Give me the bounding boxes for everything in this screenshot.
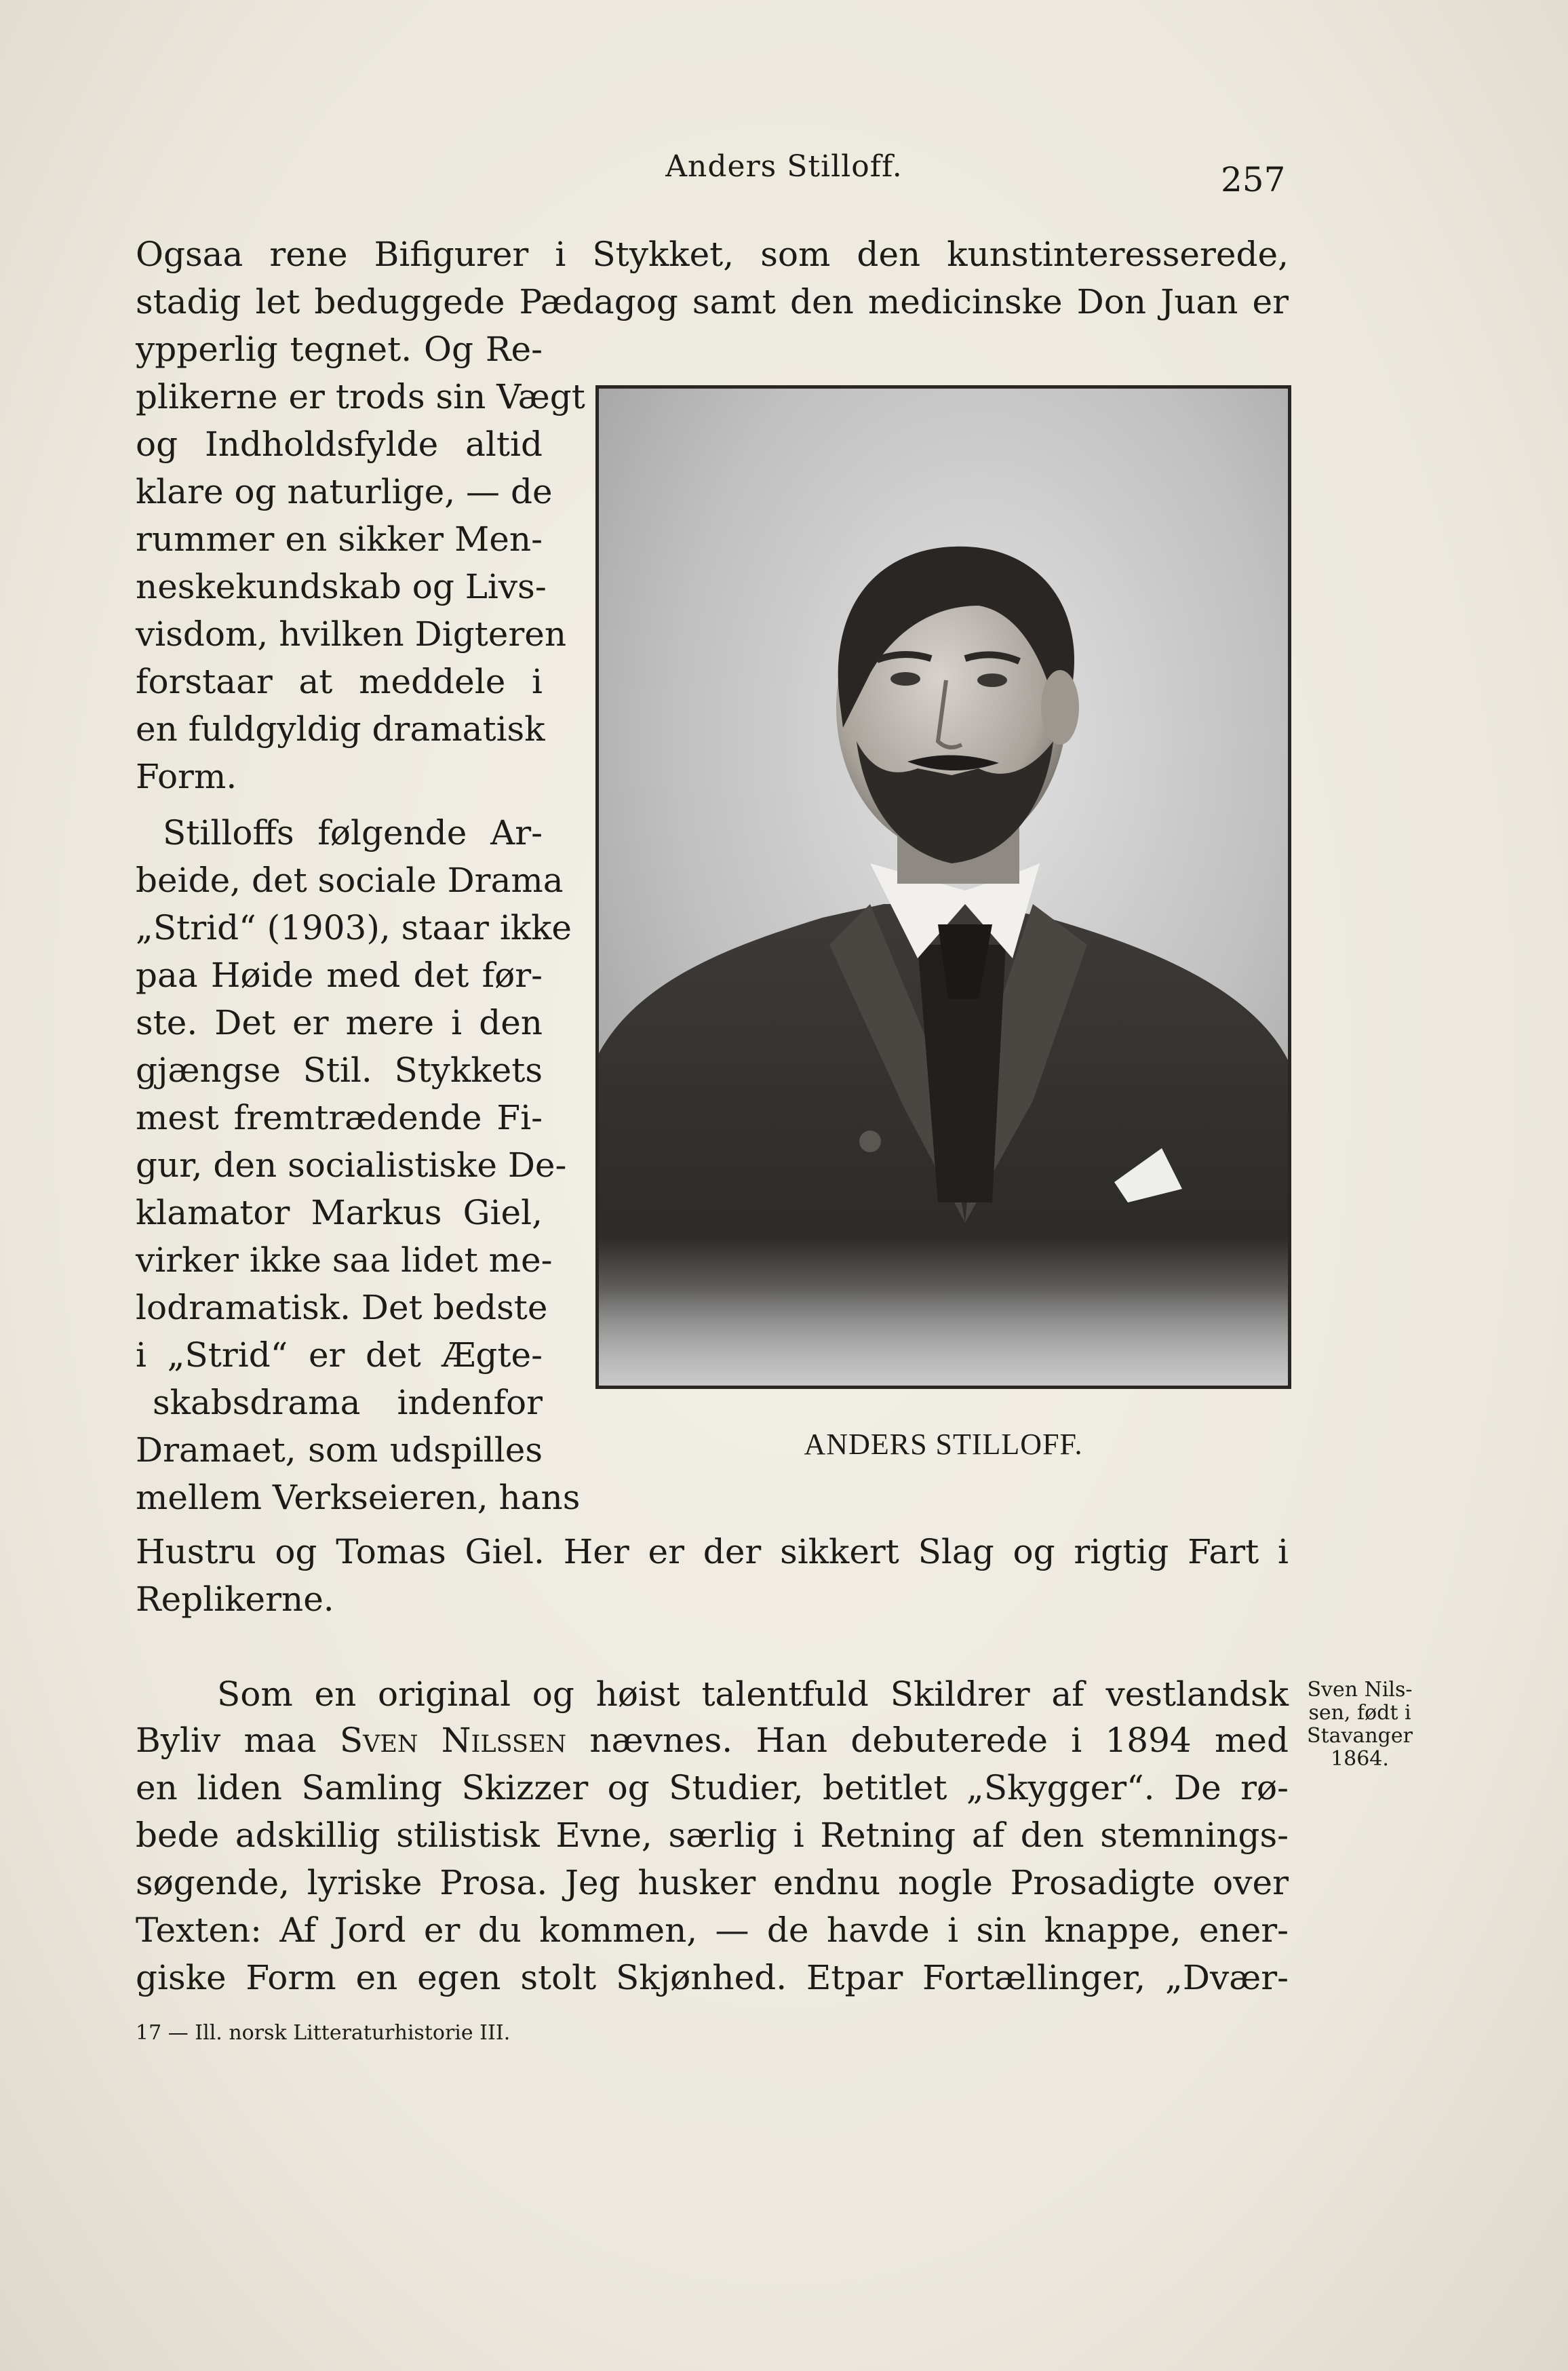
- text-line: giske Form en egen stolt Skjønhed. Etpar Fortællinger, „Dvær-: [136, 1958, 1289, 1997]
- text-line: klamator Markus Giel,: [136, 1193, 543, 1232]
- text-line: Stilloffs følgende Ar-: [163, 813, 543, 853]
- text-line: visdom, hvilken Digteren: [136, 614, 567, 654]
- text-line: plikerne er trods sin Vægt: [136, 377, 585, 416]
- text-line: Ogsaa rene Bifigurer i Stykket, som den kunstinteresserede,: [136, 235, 1289, 274]
- text-line: lodramatisk. Det bedste: [136, 1288, 548, 1327]
- text-line: paa Høide med det før-: [136, 956, 543, 995]
- text-line: beide, det sociale Drama: [136, 861, 564, 900]
- text-line: skabsdrama indenfor: [153, 1383, 543, 1422]
- author-name: Sven Nilssen: [339, 1721, 567, 1760]
- portrait-photo: [595, 385, 1291, 1389]
- text-line: søgende, lyriske Prosa. Jeg husker endnu nogle Prosadigte over: [136, 1863, 1289, 1902]
- signature-line: 17 — Ill. norsk Litteraturhistorie III.: [136, 2021, 511, 2045]
- text-line: Hustru og Tomas Giel. Her er der sikkert Slag og rigtig Fart i: [136, 1532, 1289, 1571]
- text-line: gur, den socialistiske De-: [136, 1145, 567, 1185]
- text-line: virker ikke saa lidet me-: [136, 1240, 553, 1280]
- text-line: ste. Det er mere i den: [136, 1003, 543, 1042]
- text-line: gjængse Stil. Stykkets: [136, 1051, 543, 1090]
- text-fragment: Byliv maa: [136, 1721, 340, 1760]
- text-line: bede adskillig stilistisk Evne, særlig i Retning af den stemnings-: [136, 1816, 1289, 1855]
- margin-note-line: sen, født i: [1308, 1701, 1411, 1725]
- text-line: Texten: Af Jord er du kommen, — de havde i sin knappe, ener-: [136, 1910, 1289, 1950]
- text-line: Dramaet, som udspilles: [136, 1430, 543, 1470]
- text-line: rummer en sikker Men-: [136, 520, 543, 559]
- margin-note-line: 1864.: [1331, 1747, 1389, 1771]
- portrait-illustration: [599, 389, 1288, 1386]
- text-line: en fuldgyldig dramatisk: [136, 709, 545, 749]
- margin-note: [1292, 1679, 1428, 1771]
- text-line: en liden Samling Skizzer og Studier, betitlet „Skygger“. De rø-: [136, 1768, 1289, 1807]
- text-line: „Strid“ (1903), staar ikke: [136, 908, 572, 947]
- text-line: mest fremtrædende Fi-: [136, 1098, 543, 1137]
- text-line: stadig let beduggede Pædagog samt den medicinske Don Juan er: [136, 282, 1289, 321]
- text-line: Form.: [136, 757, 237, 796]
- text-line: forstaar at meddele i: [136, 662, 543, 701]
- running-head: Anders Stilloff.: [665, 149, 903, 184]
- text-line: Replikerne.: [136, 1580, 334, 1619]
- text-line: [136, 1720, 1289, 1761]
- text-line: i „Strid“ er det Ægte-: [136, 1335, 543, 1375]
- text-line: klare og naturlige, — de: [136, 472, 553, 511]
- text-line: neskekundskab og Livs-: [136, 567, 547, 606]
- margin-note-line: Stavanger: [1307, 1724, 1413, 1748]
- text-line: Som en original og høist talentfuld Skildrer af vestlandsk: [217, 1674, 1289, 1714]
- margin-note-line: Sven Nils-: [1307, 1678, 1413, 1702]
- page-number: 257: [1221, 160, 1286, 199]
- text-line: og Indholdsfylde altid: [136, 425, 543, 464]
- text-fragment: nævnes. Han debuterede i 1894 med: [566, 1721, 1289, 1760]
- text-line: ypperlig tegnet. Og Re-: [136, 330, 543, 369]
- figure-caption: ANDERS STILLOFF.: [804, 1428, 1083, 1461]
- text-line: mellem Verkseieren, hans: [136, 1478, 581, 1517]
